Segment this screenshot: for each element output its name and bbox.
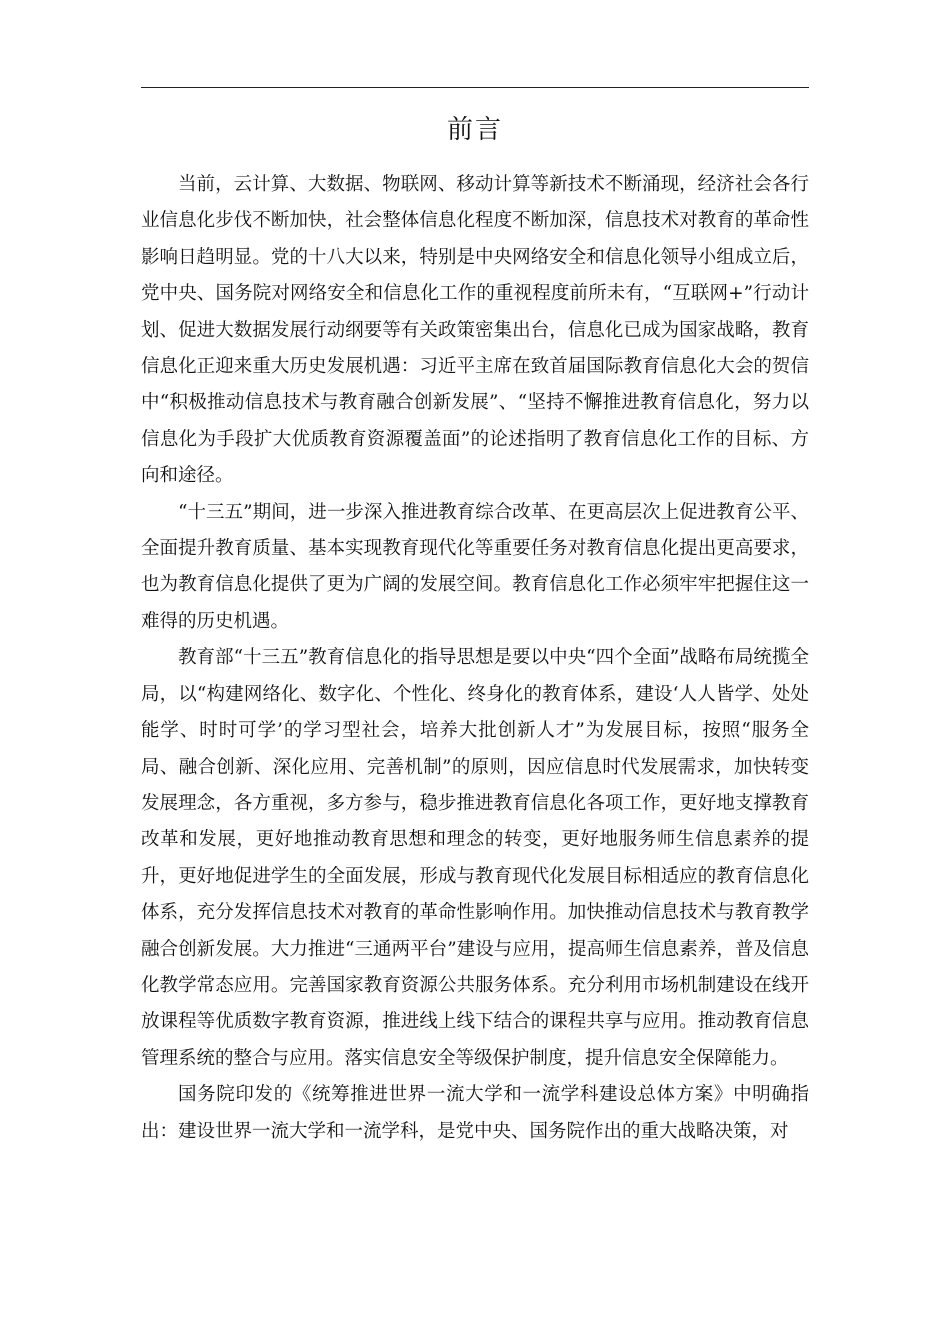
header-rule bbox=[141, 87, 809, 88]
page-title: 前言 bbox=[446, 115, 503, 145]
paragraph-1: 当前，云计算、大数据、物联网、移动计算等新技术不断涌现，经济社会各行业信息化步伐不断加快，社会整体信息化程度不断加深，信息技术对教育的革命性影响日趋明显。党的十八大以来，特别是中央网络安全和信息化领导小组成立后，党中央、国务院对网络安全和信息化工作的重视程度前所未有，“互联网+”行动计划、促进大数据发展行动纲要等有关政策密集出台，信息化已成为国家战略，教育信息化正迎来重大历史发展机遇：习近平主席在致首届国际教育信息化大会的贺信中“积极推动信息技术与教育融合创新发展”、“坚持不懈推进教育信息化，努力以信息化为手段扩大优质教育资源覆盖面”的论述指明了教育信息化工作的目标、方向和途径。 bbox=[141, 174, 809, 487]
paragraph-3: 教育部“十三五”教育信息化的指导思想是要以中央“四个全面”战略布局统揽全局，以“构建网络化、数字化、个性化、终身化的教育体系，建设‘人人皆学、处处能学、时时可学’的学习型社会，培养大批创新人才”为发展目标，按照“服务全局、融合创新、深化应用、完善机制”的原则，因应信息时代发展需求，加快转变发展理念，各方重视，多方参与，稳步推进教育信息化各项工作，更好地支撑教育改革和发展，更好地推动教育思想和理念的转变，更好地服务师生信息素养的提升，更好地促进学生的全面发展，形成与教育现代化发展目标相适应的教育信息化体系，充分发挥信息技术对教育的革命性影响作用。加快推动信息技术与教育教学融合创新发展。大力推进“三通两平台”建设与应用，提高师生信息素养，普及信息化教学常态应用。完善国家教育资源公共服务体系。充分利用市场机制建设在线开放课程等优质数字教育资源，推进线上线下结合的课程共享与应用。推动教育信息管理系统的整合与应用。落实信息安全等级保护制度，提升信息安全保障能力。 bbox=[141, 647, 809, 1069]
paragraph-2: “十三五”期间，进一步深入推进教育综合改革、在更高层次上促进教育公平、全面提升教育质量、基本实现教育现代化等重要任务对教育信息化提出更高要求，也为教育信息化提供了更为广阔的发展空间。教育信息化工作必须牢牢把握住这一难得的历史机遇。 bbox=[141, 501, 809, 632]
document-body bbox=[141, 167, 809, 1150]
paragraph-4: 国务院印发的《统筹推进世界一流大学和一流学科建设总体方案》中明确指出：建设世界一流大学和一流学科，是党中央、国务院作出的重大战略决策，对 bbox=[141, 1084, 809, 1142]
